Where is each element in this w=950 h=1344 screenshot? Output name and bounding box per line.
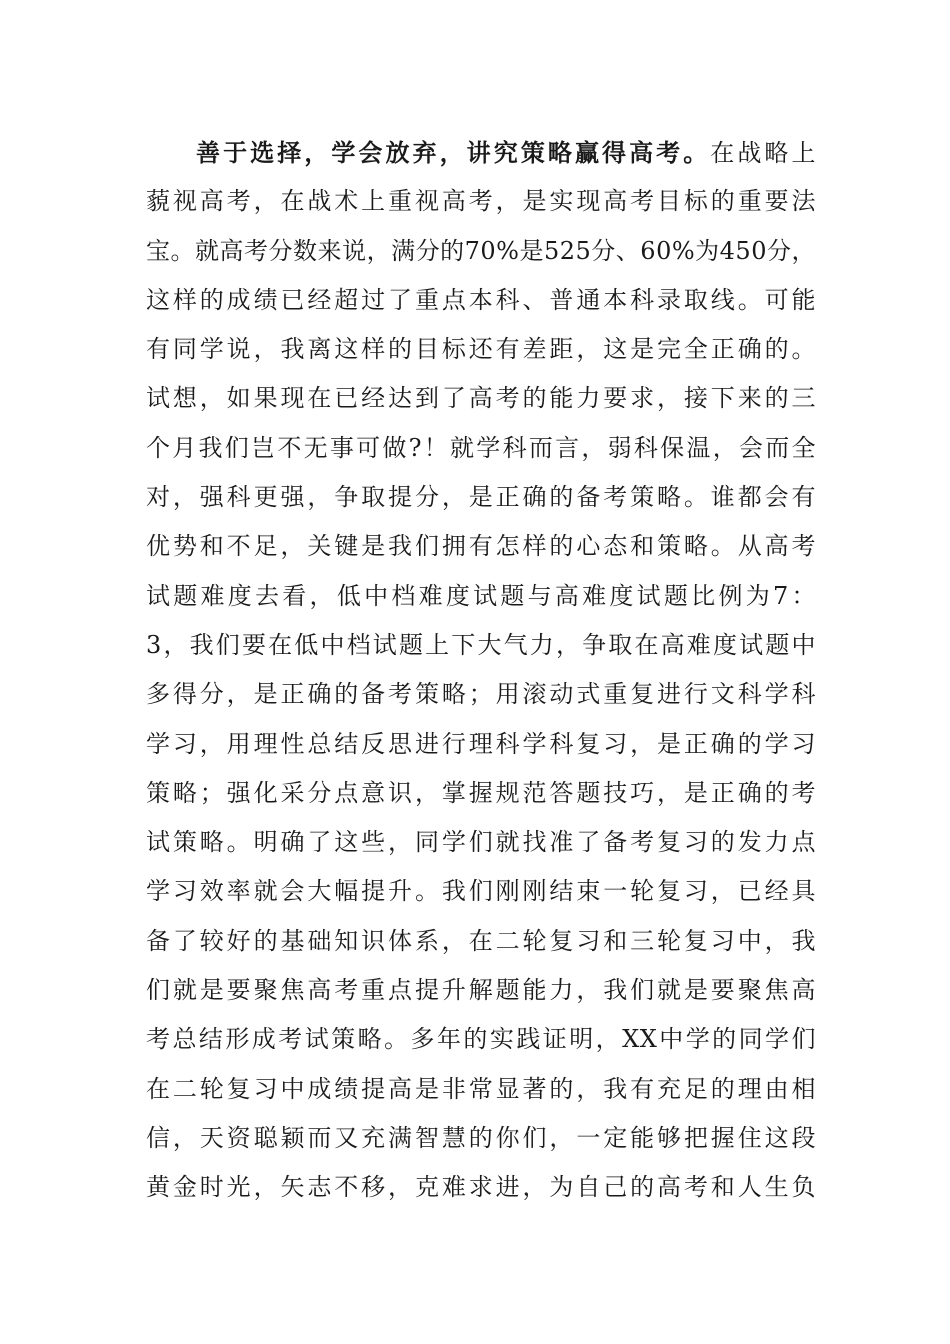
lead-sentence: 善于选择，学会放弃，讲究策略赢得高考。 <box>196 138 711 167</box>
paragraph-line: 试策略。明确了这些，同学们就找准了备考复习的发力点 <box>146 828 816 857</box>
paragraph-line: 试想，如果现在已经达到了高考的能力要求，接下来的三 <box>146 384 816 413</box>
paragraph-line: 信，天资聪颖而又充满智慧的你们，一定能够把握住这段 <box>146 1123 816 1152</box>
paragraph-line: 试题难度去看，低中档难度试题与高难度试题比例为7： <box>146 581 816 610</box>
paragraph-line: 个月我们岂不无事可做?！就学科而言，弱科保温，会而全 <box>146 433 816 462</box>
paragraph-line: 黄金时光，矢志不移，克难求进，为自己的高考和人生负 <box>146 1173 816 1202</box>
paragraph-line: 有同学说，我离这样的目标还有差距，这是完全正确的。 <box>146 335 816 364</box>
paragraph-line: 对，强科更强，争取提分，是正确的备考策略。谁都会有 <box>146 483 816 512</box>
paragraph-line: 学习效率就会大幅提升。我们刚刚结束一轮复习，已经具 <box>146 877 816 906</box>
paragraph-line: 考总结形成考试策略。多年的实践证明，XX中学的同学们 <box>146 1025 816 1054</box>
line-text: 在战略上 <box>710 139 817 167</box>
body-paragraph <box>146 128 816 1213</box>
paragraph-line: 学习，用理性总结反思进行理科学科复习，是正确的学习 <box>146 729 816 758</box>
paragraph-line: 备了较好的基础知识体系，在二轮复习和三轮复习中，我 <box>146 926 816 955</box>
paragraph-line: 策略；强化采分点意识，掌握规范答题技巧，是正确的考 <box>146 778 816 807</box>
paragraph-line: 宝。就高考分数来说，满分的70%是525分、60%为450分， <box>146 236 816 265</box>
paragraph-line-1 <box>146 128 816 177</box>
paragraph-line: 优势和不足，关键是我们拥有怎样的心态和策略。从高考 <box>146 532 816 561</box>
paragraph-line: 们就是要聚焦高考重点提升解题能力，我们就是要聚焦高 <box>146 976 816 1005</box>
paragraph-line: 藐视高考，在战术上重视高考，是实现高考目标的重要法 <box>146 187 816 216</box>
paragraph-line: 在二轮复习中成绩提高是非常显著的，我有充足的理由相 <box>146 1074 816 1103</box>
paragraph-line: 多得分，是正确的备考策略；用滚动式重复进行文科学科 <box>146 680 816 709</box>
paragraph-line: 3，我们要在低中档试题上下大气力，争取在高难度试题中 <box>146 630 816 659</box>
paragraph-line: 这样的成绩已经超过了重点本科、普通本科录取线。可能 <box>146 285 816 314</box>
